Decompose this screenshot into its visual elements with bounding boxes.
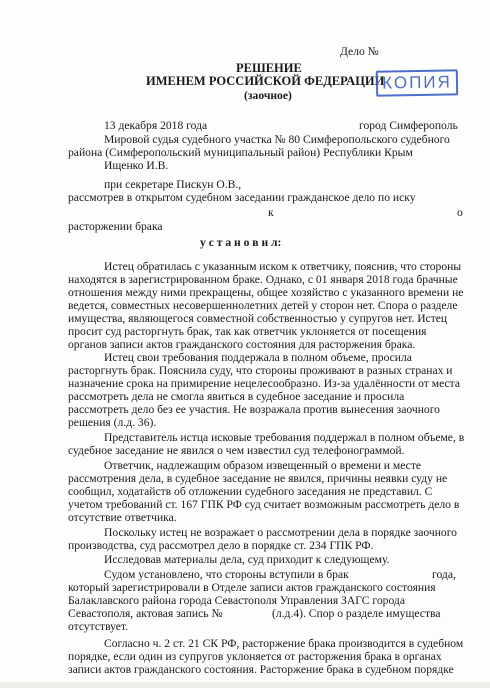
body-line: года, [432,568,456,581]
copy-stamp: КОПИЯ [376,69,458,96]
page-edge [0,682,490,688]
body-line: расторгнуть брак. Пояснила суду, что стороны проживают в разных странах и [68,364,453,377]
document-type: (заочное) [244,89,292,102]
body-line: решения (л.д. 36). [68,416,157,429]
intro-gap-k: к [268,206,274,219]
body-line: рассмотреть дело без ее участия. Не возражала против вынесения заочного [68,403,440,416]
body-line: сообщил, ходатайств об отложении судебного заседания не представил. С [68,485,433,498]
case-subject: расторжении брака [68,220,163,233]
body-line: который зарегистрировали в Отделе записи актов гражданского состояния [68,581,436,594]
ustanovil-heading: у с т а н о в и л: [200,236,282,249]
body-line: просит суд расторгнуть брак, так как ответчик уклоняется от посещения [68,325,427,338]
intro-line: рассмотрев в открытом судебном заседании гражданское дело по иску [68,191,416,204]
body-line: Поскольку истец не возражает о рассмотрении дела в порядке заочного [104,526,457,539]
document-subtitle: ИМЕНЕМ РОССИЙСКОЙ ФЕДЕРАЦИИ [146,74,385,88]
body-line: Согласно ч. 2 ст. 21 СК РФ, расторжение брака производится в судебном [104,637,464,650]
intro-line: Мировой судья судебного участка № 80 Симферопольского судебного [104,133,450,146]
secretary: при секретаре Пискун О.В., [104,178,242,191]
body-line: Судом установлено, что стороны вступили в брак [104,568,349,581]
body-line: отсутствует. [68,620,129,633]
case-number: Дело № [340,45,379,58]
body-line: производства, суд рассмотрел дело в порядке ст. 234 ГПК РФ. [68,539,374,552]
body-line: учетом требований ст. 167 ГПК РФ суд считает возможным рассмотреть дело в [68,498,460,511]
body-line: Представитель истца исковые требования поддержал в полном объеме, в [104,431,465,444]
body-line: Исследовав материалы дела, суд приходит к следующему. [104,553,390,566]
body-line: Балаклавского района города Севастополя Управления ЗАГС города [68,594,405,607]
body-line: имущества, являющегося совместной собственностью у супругов нет. Истец [68,312,448,325]
body-line: отсутствие ответчика. [68,511,177,524]
body-line: Ответчик, надлежащим образом извещенный о времени и месте [104,459,422,472]
body-line: Истец свои требования поддержала в полном объеме, просила [104,351,412,364]
decision-date: 13 декабря 2018 года [104,119,208,132]
body-line: порядке, если один из супругов уклоняется от расторжения брака в органах [68,650,442,663]
intro-gap-o: о [457,206,463,219]
body-line: ведется, совместных несовершеннолетних детей у сторон нет. Спора о разделе [68,299,458,312]
body-line: записи актов гражданского состояния. Расторжение брака в судебном порядке [68,663,454,676]
body-line: назначение срока на примирение нецелесообразно. Из-за удалённости от места [68,377,461,390]
body-line: находятся в зарегистрированном браке. Однако, с 01 января 2018 года брачные [68,273,458,286]
body-line: рассмотрения дела, в судебное заседание не явился, причины неявки суду не [68,472,448,485]
body-line: Истец обратилась с указанным иском к ответчику, пояснив, что стороны [104,260,462,273]
body-line: судебное заседание не явился о чем известил суд телефонограммой. [68,444,405,457]
body-line: органов записи актов гражданского состояния для расторжения брака. [68,338,416,351]
body-line: (л.д.4). Спор о разделе имущества [272,607,441,620]
judge-name: Ищенко И.В. [104,159,169,172]
decision-city: город Симферополь [359,119,458,132]
body-line: рассмотреть дела не смогла явиться в судебное заседание и просила [68,390,405,403]
intro-line: района (Симферопольский муниципальный район) Республики Крым [68,146,413,159]
document-title: РЕШЕНИЕ [236,61,302,75]
body-line: отношения между ними прекращены, общее хозяйство с указанного времени не [68,286,464,299]
body-line: Севастополя, актовая запись № [68,607,223,620]
